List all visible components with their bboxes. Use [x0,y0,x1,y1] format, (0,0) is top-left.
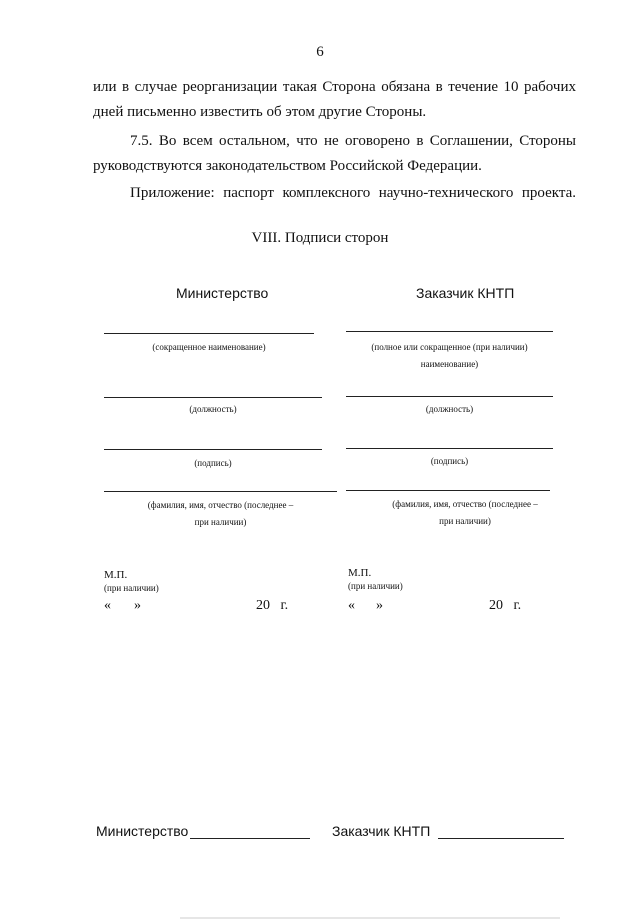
ministry-fio-line [104,491,337,492]
customer-fio-caption-2: при наличии) [439,516,491,526]
ministry-signature-caption: (подпись) [194,458,232,468]
customer-fio-caption-1: (фамилия, имя, отчество (последнее – [392,499,538,509]
ministry-date-open-quote: « [104,598,111,613]
ministry-stamp-note: (при наличии) [104,583,159,593]
paragraph-reorganization: или в случае реорганизации такая Сторона обязана в течение 10 рабочих дней письменно известить об этом другие Стороны. [93,79,576,120]
customer-stamp-label: М.П. [348,567,372,579]
customer-heading: Заказчик КНТП [416,285,515,301]
footer-customer-line [438,838,564,839]
ministry-signature-line [104,449,322,450]
footer-ministry-label: Министерство [96,823,189,839]
ministry-name-line [104,333,314,334]
customer-name-caption-2: наименование) [420,359,479,369]
ministry-position-line [104,397,322,398]
footer-customer-label: Заказчик КНТП [332,823,431,839]
ministry-date-year: 20 г. [256,598,289,613]
attachment-line: Приложение: паспорт комплексного научно-технического проекта. [130,185,576,201]
paragraph-7-5: 7.5. Во всем остальном, что не оговорено в Соглашении, Стороны руководствуются законодательством Российской Федерации. [93,133,576,174]
customer-signature-line [346,448,553,449]
customer-name-line [346,331,553,332]
ministry-fio-caption-1: (фамилия, имя, отчество (последнее – [147,500,294,510]
ministry-heading: Министерство [176,285,269,301]
page-number: 6 [316,44,324,60]
customer-date-year: 20 г. [489,598,522,613]
ministry-position-caption: (должность) [189,404,237,414]
customer-position-line [346,396,553,397]
customer-date-close-quote: » [376,598,383,613]
ministry-fio-caption-2: при наличии) [194,517,247,527]
customer-name-caption-1: (полное или сокращенное (при наличии) [371,342,528,352]
ministry-date-close-quote: » [134,598,141,613]
customer-position-caption: (должность) [425,404,474,414]
customer-date-open-quote: « [348,598,355,613]
scan-edge-shadow [180,917,560,919]
ministry-name-caption: (сокращенное наименование) [152,342,266,352]
section-title: VIII. Подписи сторон [251,230,389,246]
customer-signature-caption: (подпись) [430,456,469,466]
customer-fio-line [346,490,550,491]
footer-ministry-line [190,838,310,839]
customer-stamp-note: (при наличии) [348,581,403,591]
ministry-stamp-label: М.П. [104,569,128,581]
